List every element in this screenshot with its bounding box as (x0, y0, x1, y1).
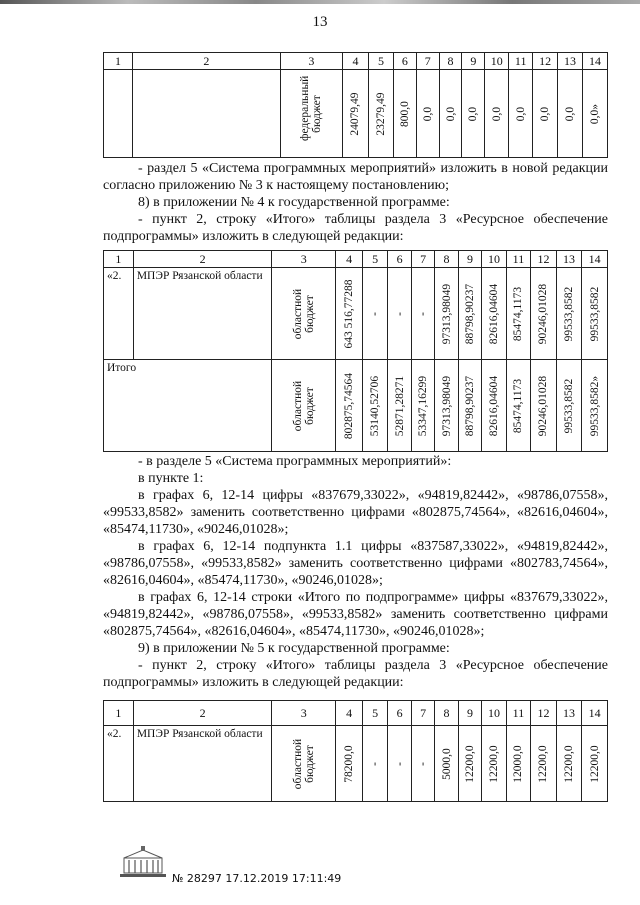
value-cell: 0,0 (558, 70, 583, 158)
executor-cell: МПЭР Рязанской области (133, 268, 272, 360)
column-number: 1 (104, 251, 134, 268)
value-cell: 23279,49 (368, 70, 393, 158)
value-cell: 99533,8582» (582, 360, 608, 452)
value-cell: - (388, 726, 411, 802)
value-cell: - (362, 268, 388, 360)
value-cell: 0,0 (485, 70, 509, 158)
column-number: 3 (272, 701, 336, 726)
row-number-cell: «2. (104, 268, 134, 360)
value-cell: 800,0 (393, 70, 416, 158)
paragraph: в графах 6, 12-14 подпункта 1.1 цифры «837587,33022», «94819,82442», «98786,07558», «99533,8582» заменить соответственно цифрами «802783,74564», «82616,04604», «85474,11730», «90246,01028»; (103, 539, 608, 588)
column-number: 8 (439, 53, 462, 70)
table-row (104, 726, 608, 802)
column-number: 3 (280, 53, 342, 70)
table-row (104, 268, 608, 360)
value-cell: 0,0» (583, 70, 608, 158)
paragraph: 8) в приложении № 4 к государственной программе: (138, 195, 450, 210)
column-number: 6 (393, 53, 416, 70)
executor-cell: МПЭР Рязанской области (133, 726, 272, 802)
table-header-row (104, 701, 608, 726)
paragraph: в графах 6, 12-14 цифры «837679,33022», «94819,82442», «98786,07558», «99533,8582» заменить соответственно цифрами «802875,74564», «82616,04604», «85474,11730», «90246,01028»; (103, 488, 608, 537)
column-number: 3 (272, 251, 336, 268)
value-cell: 12000,0 (506, 726, 531, 802)
value-cell: 85474,1173 (506, 360, 531, 452)
value-cell: 5000,0 (435, 726, 458, 802)
value-cell: 99533,8582 (556, 360, 582, 452)
column-number: 2 (133, 701, 272, 726)
text-block-2 (103, 453, 608, 691)
table-header-row (104, 53, 608, 70)
value-cell: 97313,98049 (435, 360, 458, 452)
column-number: 10 (485, 53, 509, 70)
funding-source-cell: областной бюджет (272, 360, 336, 452)
column-number: 10 (482, 701, 507, 726)
column-number: 1 (104, 53, 133, 70)
value-cell: 802875,74564 (336, 360, 363, 452)
column-number: 2 (133, 53, 281, 70)
value-cell: 0,0 (533, 70, 558, 158)
column-number: 7 (416, 53, 439, 70)
value-cell: 97313,98049 (435, 268, 458, 360)
value-cell: 82616,04604 (482, 360, 507, 452)
column-number: 8 (435, 701, 458, 726)
value-cell: 12200,0 (531, 726, 557, 802)
column-number: 9 (462, 53, 485, 70)
column-number: 9 (458, 251, 481, 268)
column-number: 11 (506, 701, 531, 726)
table-header-row (104, 251, 608, 268)
column-number: 5 (362, 251, 388, 268)
table-regional-budget (103, 250, 608, 452)
value-cell: 53140,52706 (362, 360, 388, 452)
value-cell: 12200,0 (482, 726, 507, 802)
column-number: 7 (411, 251, 434, 268)
value-cell: - (362, 726, 388, 802)
column-number: 12 (531, 701, 557, 726)
value-cell: 0,0 (509, 70, 533, 158)
value-cell: 88798,90237 (458, 268, 481, 360)
value-cell: 12200,0 (458, 726, 481, 802)
page-number: 13 (312, 14, 328, 30)
value-cell: - (388, 268, 411, 360)
registration-number: № 28297 17.12.2019 17:11:49 (172, 872, 342, 885)
value-cell: 90246,01028 (531, 360, 557, 452)
value-cell: 0,0 (416, 70, 439, 158)
column-number: 14 (583, 53, 608, 70)
column-number: 6 (388, 701, 411, 726)
column-number: 13 (556, 701, 582, 726)
total-label-cell: Итого (104, 360, 272, 452)
value-cell: 85474,1173 (506, 268, 531, 360)
table-regional-budget-2 (103, 700, 608, 802)
value-cell: 53347,16299 (411, 360, 434, 452)
paragraph: в графах 6, 12-14 строки «Итого по подпрограмме» цифры «837679,33022», «94819,82442», «98786,07558», «99533,8582» заменить соответственно цифрами «802875,74564», «82616,04604», «85474,11730», «90246,01028»; (103, 590, 608, 639)
table-row (104, 70, 608, 158)
value-cell: 0,0 (439, 70, 462, 158)
column-number: 12 (531, 251, 557, 268)
scan-edge (0, 0, 640, 4)
column-number: 8 (435, 251, 458, 268)
value-cell: 78200,0 (336, 726, 363, 802)
column-number: 11 (509, 53, 533, 70)
value-cell: 12200,0 (556, 726, 582, 802)
value-cell: 643 516,77288 (336, 268, 363, 360)
funding-source-cell: областной бюджет (272, 268, 336, 360)
value-cell: 52871,28271 (388, 360, 411, 452)
column-number: 9 (458, 701, 481, 726)
government-building-stamp-icon (118, 846, 168, 878)
column-number: 13 (558, 53, 583, 70)
value-cell: 99533,8582 (556, 268, 582, 360)
column-number: 7 (411, 701, 434, 726)
table-row-total (104, 360, 608, 452)
column-number: 4 (343, 53, 369, 70)
paragraph: - пункт 2, строку «Итого» таблицы раздела 3 «Ресурсное обеспечение подпрограммы» изложить в следующей редакции: (103, 212, 608, 244)
value-cell: 82616,04604 (482, 268, 507, 360)
value-cell: 24079,49 (343, 70, 369, 158)
paragraph: в пункте 1: (138, 471, 204, 486)
text-block-1 (103, 160, 608, 245)
value-cell: 99533,8582 (582, 268, 608, 360)
column-number: 5 (368, 53, 393, 70)
paragraph: 9) в приложении № 5 к государственной программе: (138, 641, 450, 656)
column-number: 14 (582, 701, 608, 726)
row-number-cell: «2. (104, 726, 134, 802)
column-number: 12 (533, 53, 558, 70)
column-number: 13 (556, 251, 582, 268)
column-number: 11 (506, 251, 531, 268)
column-number: 2 (133, 251, 272, 268)
value-cell: 90246,01028 (531, 268, 557, 360)
paragraph: - в разделе 5 «Система программных мероприятий»: (138, 454, 452, 469)
value-cell: 12200,0 (582, 726, 608, 802)
column-number: 10 (482, 251, 507, 268)
value-cell: 88798,90237 (458, 360, 481, 452)
column-number: 6 (388, 251, 411, 268)
funding-source-cell: федеральный бюджет (280, 70, 342, 158)
row-number-cell (104, 70, 133, 158)
paragraph: - раздел 5 «Система программных мероприятий» изложить в новой редакции согласно приложению № 3 к настоящему постановлению; (103, 161, 608, 193)
paragraph: - пункт 2, строку «Итого» таблицы раздела 3 «Ресурсное обеспечение подпрограммы» изложить в следующей редакции: (103, 658, 608, 690)
value-cell: - (411, 726, 434, 802)
value-cell: 0,0 (462, 70, 485, 158)
column-number: 1 (104, 701, 134, 726)
column-number: 5 (362, 701, 388, 726)
value-cell: - (411, 268, 434, 360)
funding-source-cell: областной бюджет (272, 726, 336, 802)
column-number: 4 (336, 701, 363, 726)
column-number: 4 (336, 251, 363, 268)
table-federal-budget (103, 52, 608, 158)
column-number: 14 (582, 251, 608, 268)
executor-cell (133, 70, 281, 158)
